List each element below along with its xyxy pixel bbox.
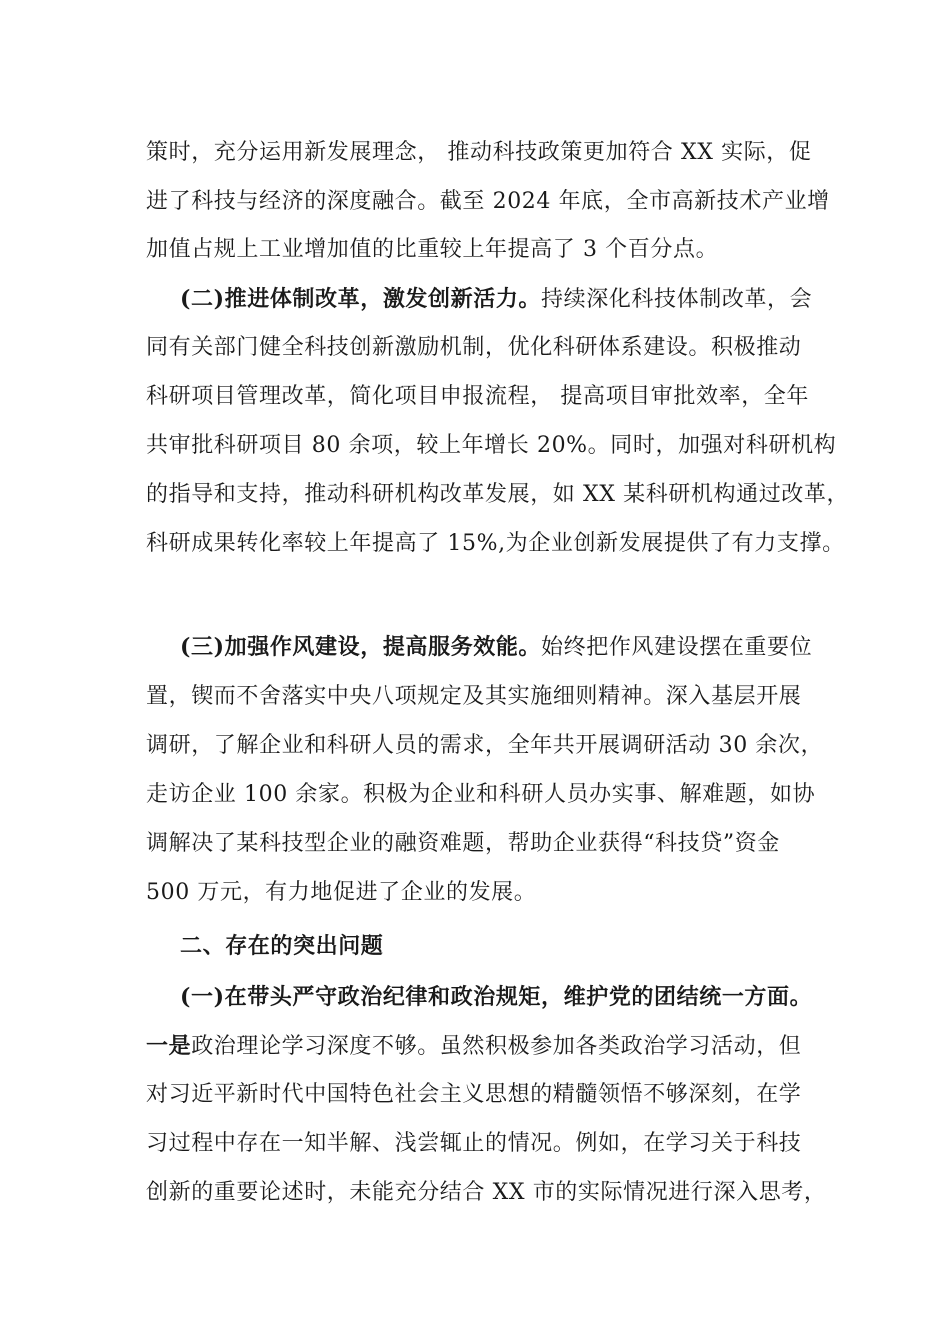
section-2-line-3: 习过程中存在一知半解、浅尝辄止的情况。例如，在学习关于科技: [146, 1131, 802, 1156]
paragraph-2-line-2: 同有关部门健全科技创新激励机制，优化科研体系建设。积极推动: [146, 335, 802, 360]
paragraph-3-line-6: 500 万元，有力地促进了企业的发展。: [146, 880, 537, 905]
paragraph-3-line-3: 调研，了解企业和科研人员的需求，全年共开展调研活动 30 余次，: [146, 733, 824, 758]
paragraph-1-line-2: 进了科技与经济的深度融合。截至 2024 年底，全市高新技术产业增: [146, 189, 830, 214]
paragraph-3-line-2: 置，锲而不舍落实中央八项规定及其实施细则精神。深入基层开展: [146, 684, 802, 709]
section-2-line-4: 创新的重要论述时，未能充分结合 XX 市的实际情况进行深入思考，: [146, 1180, 827, 1205]
paragraph-1-line-1: 策时，充分运用新发展理念， 推动科技政策更加符合 XX 实际，促: [146, 140, 812, 165]
section-2-subheading-1: (一)在带头严守政治纪律和政治规矩，维护党的团结统一方面。: [180, 984, 813, 1010]
paragraph-3-heading: (三)加强作风建设，提高服务效能。: [180, 634, 542, 660]
paragraph-1-line-3: 加值占规上工业增加值的比重较上年提高了 3 个百分点。: [146, 237, 719, 262]
paragraph-3-first-rest: 始终把作风建设摆在重要位: [541, 635, 813, 660]
paragraph-2-line-5: 的指导和支持，推动科研机构改革发展，如 XX 某科研机构通过改革，: [146, 482, 850, 507]
item-1-rest: 政治理论学习深度不够。虽然积极参加各类政治学习活动，但: [191, 1034, 802, 1059]
paragraph-2-first-rest: 持续深化科技体制改革，会: [541, 287, 813, 312]
paragraph-2-line-4: 共审批科研项目 80 余项，较上年增长 20%。同时，加强对科研机构: [146, 433, 837, 458]
paragraph-3-first-line: [180, 632, 812, 663]
paragraph-2-heading: (二)推进体制改革，激发创新活力。: [180, 286, 542, 312]
paragraph-3-line-5: 调解决了某科技型企业的融资难题，帮助企业获得“科技贷”资金: [146, 831, 780, 856]
paragraph-2-line-6: 科研成果转化率较上年提高了 15%,为企业创新发展提供了有力支撑。: [146, 531, 845, 556]
item-1-label: 一是: [146, 1033, 192, 1059]
section-2-title: 二、存在的突出问题: [180, 933, 384, 959]
section-2-item-1-line-1: [146, 1031, 801, 1062]
section-2-line-2: 对习近平新时代中国特色社会主义思想的精髓领悟不够深刻，在学: [146, 1082, 802, 1107]
paragraph-2-line-3: 科研项目管理改革，简化项目申报流程， 提高项目审批效率，全年: [146, 384, 809, 409]
paragraph-2-first-line: [180, 284, 812, 315]
paragraph-3-line-4: 走访企业 100 余家。积极为企业和科研人员办实事、解难题，如协: [146, 782, 816, 807]
